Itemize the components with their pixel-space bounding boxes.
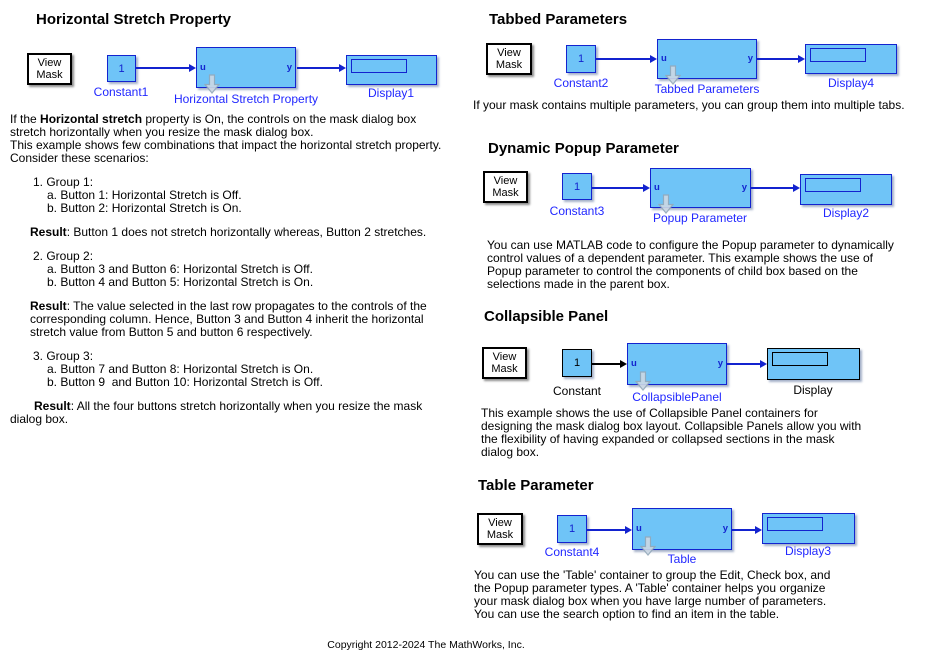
block-label: Display1 <box>367 86 415 100</box>
wire-arrowhead-icon <box>798 55 805 63</box>
constant-block[interactable] <box>107 55 136 82</box>
signal-wire <box>596 58 650 60</box>
display-block[interactable] <box>346 55 437 85</box>
display-block[interactable] <box>805 44 897 74</box>
display-value-box <box>805 178 861 192</box>
annotation-paragraph: If your mask contains multiple parameters, you can group them into multiple tabs. <box>473 98 905 112</box>
wire-arrowhead-icon <box>650 55 657 63</box>
view-mask-button[interactable]: View Mask <box>27 53 72 85</box>
signal-wire <box>297 67 339 69</box>
block-label: Horizontal Stretch Property <box>173 92 319 106</box>
display-block[interactable] <box>762 513 855 544</box>
view-mask-button[interactable]: View Mask <box>486 43 532 75</box>
section-title-table-parameter: Table Parameter <box>478 477 594 494</box>
section-title-tabbed-parameters: Tabbed Parameters <box>489 11 628 28</box>
view-mask-button[interactable]: View Mask <box>482 347 527 379</box>
mask-badge-icon <box>635 371 651 391</box>
display-value-box <box>767 517 823 531</box>
constant-block[interactable] <box>562 349 592 377</box>
signal-wire <box>136 67 189 69</box>
wire-arrowhead-icon <box>760 360 767 368</box>
block-label: Constant <box>552 384 602 398</box>
block-label: Constant1 <box>93 85 149 99</box>
section-title-dynamic-popup: Dynamic Popup Parameter <box>488 140 679 157</box>
input-port-label: u <box>636 523 642 534</box>
constant-value: 1 <box>573 180 581 193</box>
section-title-horizontal-stretch: Horizontal Stretch Property <box>36 11 232 28</box>
masked-subsystem-block[interactable] <box>632 508 732 550</box>
block-label: Display2 <box>822 206 870 220</box>
constant-value: 1 <box>577 53 585 65</box>
block-label: Table <box>667 552 697 566</box>
output-port-label: y <box>741 182 747 193</box>
copyright-text: Copyright 2012-2024 The MathWorks, Inc. <box>327 639 525 651</box>
input-port-label: u <box>654 182 660 193</box>
output-port-label: y <box>722 523 728 534</box>
display-value-box <box>772 352 828 366</box>
block-label: Display <box>793 383 833 397</box>
view-mask-button[interactable]: View Mask <box>483 171 528 203</box>
constant-value: 1 <box>118 62 125 75</box>
signal-wire <box>757 58 798 60</box>
wire-arrowhead-icon <box>643 184 650 192</box>
wire-arrowhead-icon <box>755 526 762 534</box>
block-label: Tabbed Parameters <box>654 82 760 96</box>
mask-badge-icon <box>640 536 656 556</box>
wire-arrowhead-icon <box>793 184 800 192</box>
wire-arrowhead-icon <box>625 526 632 534</box>
wire-arrowhead-icon <box>620 360 627 368</box>
block-label: Popup Parameter <box>652 211 748 225</box>
constant-block[interactable] <box>562 173 592 200</box>
annotation-paragraph: This example shows the use of Collapsible Panel containers for designing the mask dialog box layout. Collapsible Panels allow you with the flexibility of having expanded or collapsed sections in the mask dialog box. <box>481 406 862 459</box>
signal-wire <box>587 529 625 531</box>
signal-wire <box>592 363 620 365</box>
annotation-paragraph: You can use MATLAB code to configure the Popup parameter to dynamically control values of a dependent parameter. This example shows the use of Popup parameter to control the components of child box based on the selections made in the parent box. <box>487 238 894 291</box>
input-port-label: u <box>200 61 206 73</box>
block-label: Constant2 <box>553 76 609 90</box>
constant-block[interactable] <box>566 45 596 73</box>
input-port-label: u <box>631 358 637 369</box>
masked-subsystem-block[interactable] <box>657 39 757 79</box>
output-port-label: y <box>286 61 292 73</box>
block-label: CollapsiblePanel <box>632 390 722 404</box>
output-port-label: y <box>717 358 723 369</box>
constant-value: 1 <box>568 523 576 535</box>
constant-value: 1 <box>573 357 581 369</box>
annotation-paragraph: You can use the 'Table' container to group the Edit, Check box, and the Popup parameter types. A 'Table' container helps you organize your mask dialog box when you have large number of parameters. You can use the search option to find an item in the table. <box>474 568 831 621</box>
wire-arrowhead-icon <box>189 64 196 72</box>
wire-arrowhead-icon <box>339 64 346 72</box>
mask-badge-icon <box>204 74 220 94</box>
masked-subsystem-block[interactable] <box>650 168 751 208</box>
masked-subsystem-block[interactable] <box>196 47 296 88</box>
section-title-collapsible-panel: Collapsible Panel <box>484 308 609 325</box>
output-port-label: y <box>747 53 753 64</box>
block-label: Display3 <box>784 544 832 558</box>
annotation-paragraph: If the Horizontal stretch property is On, the controls on the mask dialog box stretch horizontally when you resize the mask dialog box. This example shows few combinations that impact the horizontal stretch property. Consider these scenarios: 1. Group 1: a. Button 1: Horizontal Stretch is Off. b. Button 2: Horizontal Stretch is On. Result: Button 1 does not stretch horizontally whereas, Button 2 stretches. 2. Group 2: a. Button 3 and Button 6: Horizontal Stretch is Off. b. Button 4 and Button 5: Horizontal Stretch is On. Result: The value selected in the last row propagates to the controls of the corresponding column. Hence, Button 3 and Button 4 inherit the horizontal stretch value from Button 5 and button 6 respectively. 3. Group 3: a. Button 7 and Button 8: Horizontal Stretch is On. b. Button 9 and Button 10: Horizontal Stretch is Off. Result: All the four buttons stretch horizontally when you resize the mask dialog box. <box>10 112 442 426</box>
block-label: Display4 <box>827 76 875 90</box>
block-label: Constant3 <box>549 204 605 218</box>
display-block[interactable] <box>800 174 892 205</box>
signal-wire <box>732 529 755 531</box>
signal-wire <box>727 363 760 365</box>
signal-wire <box>592 187 643 189</box>
block-label: Constant4 <box>544 545 600 559</box>
display-value-box <box>351 59 407 73</box>
display-value-box <box>810 48 866 62</box>
display-block[interactable] <box>767 348 860 380</box>
masked-subsystem-block[interactable] <box>627 343 727 385</box>
input-port-label: u <box>661 53 667 64</box>
signal-wire <box>751 187 793 189</box>
constant-block[interactable] <box>557 515 587 543</box>
view-mask-button[interactable]: View Mask <box>477 513 523 545</box>
